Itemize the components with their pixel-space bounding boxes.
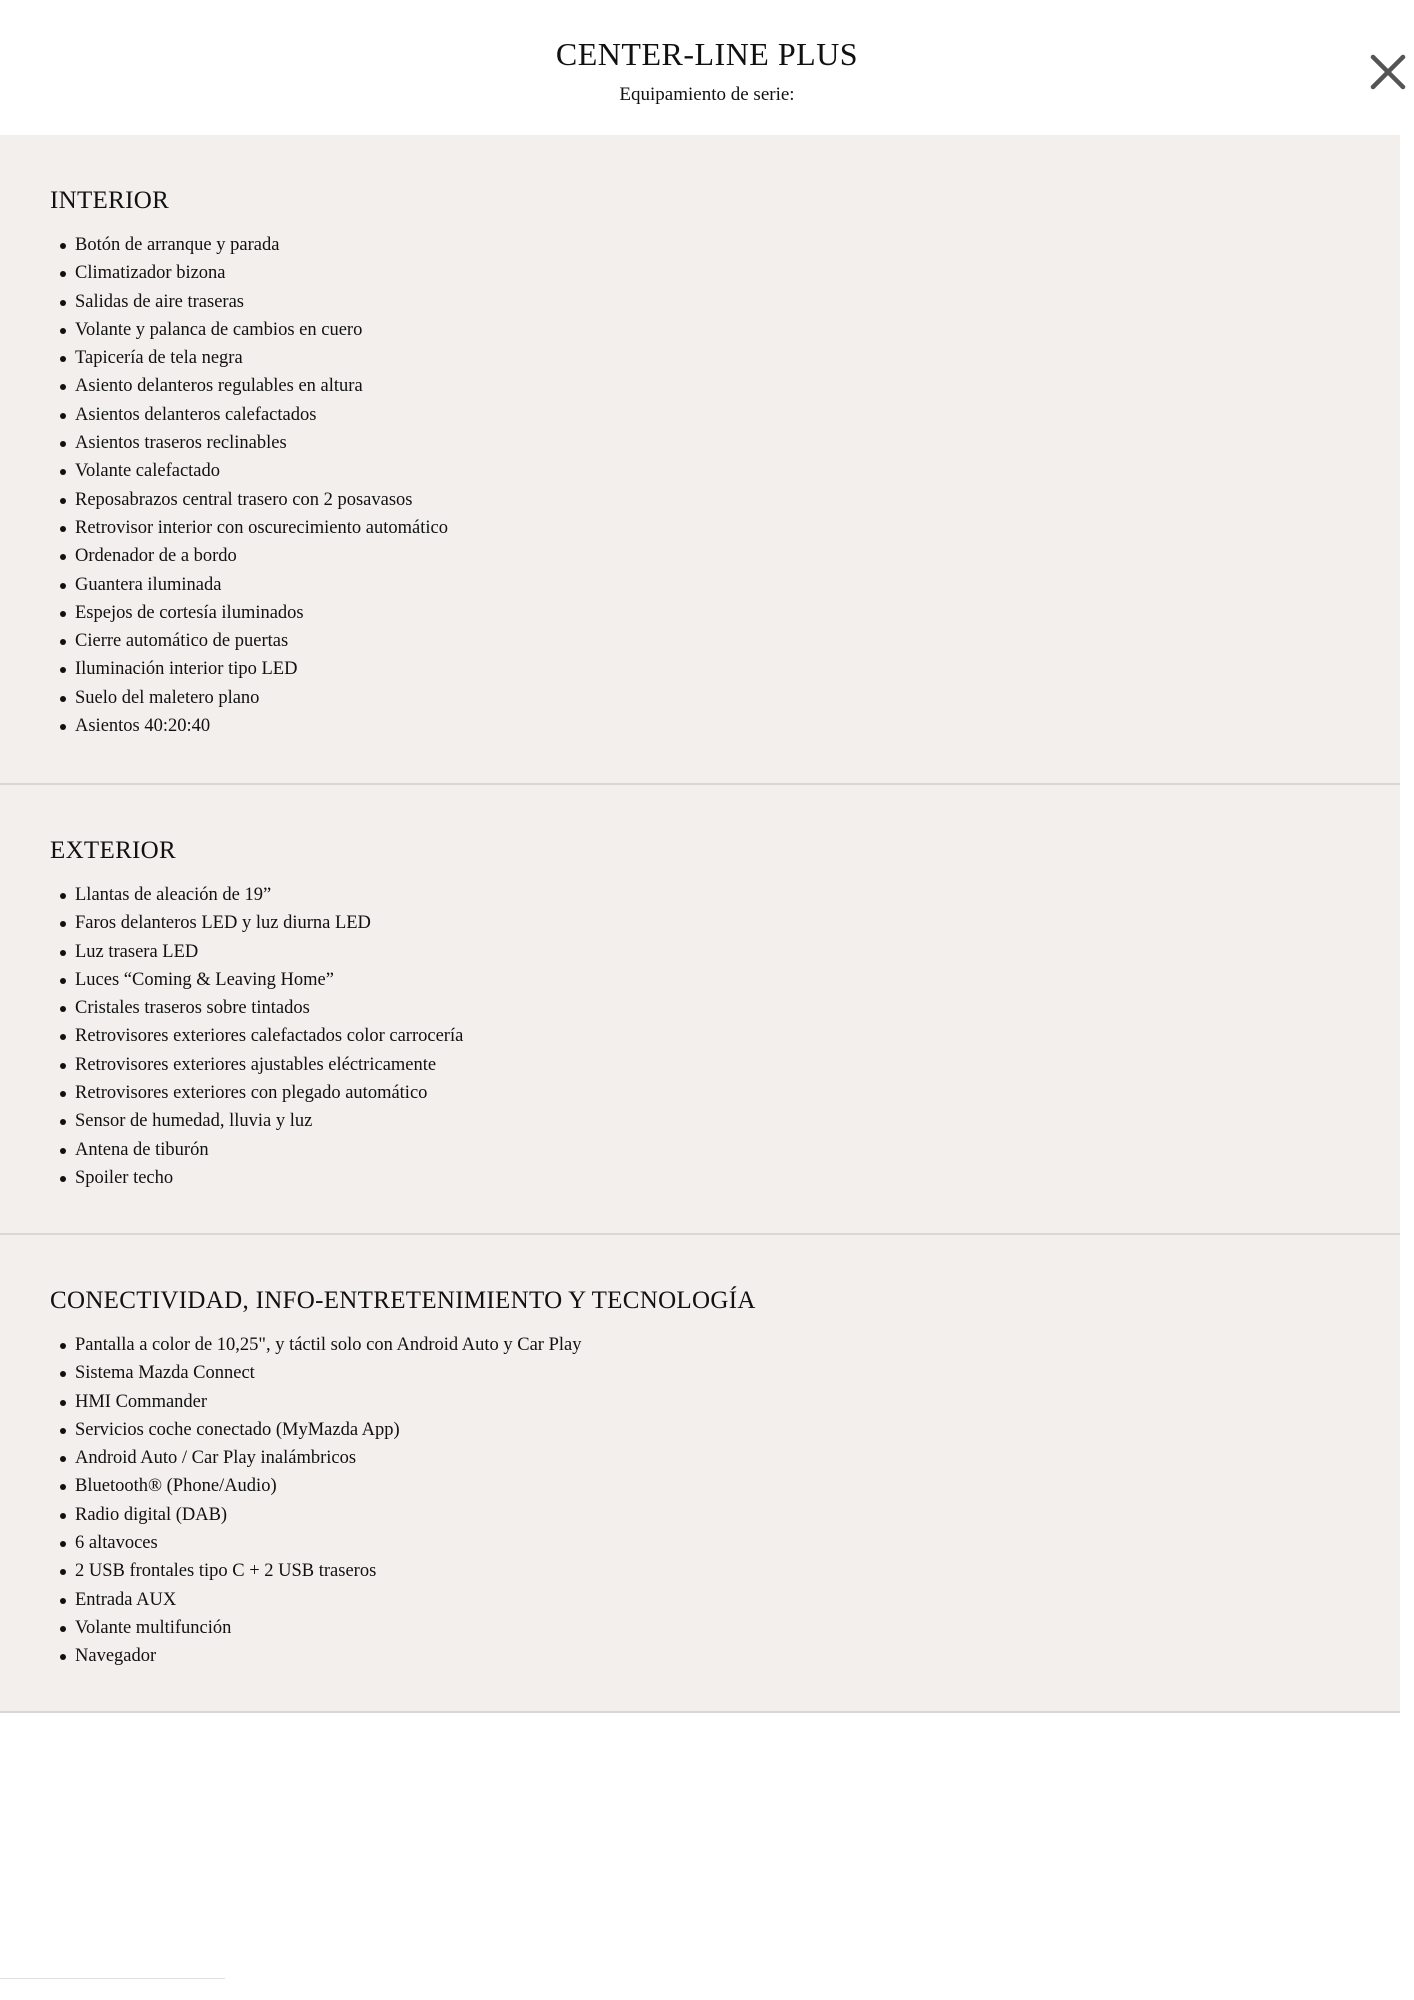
list-item-label: Volante calefactado — [75, 461, 221, 482]
list-item-label: Volante y palanca de cambios en cuero — [75, 319, 363, 340]
bullet-icon — [60, 1569, 66, 1575]
list-item-label: Servicios coche conectado (MyMazda App) — [75, 1419, 400, 1440]
close-button[interactable] — [1366, 50, 1410, 94]
list-item-label: Climatizador bizona — [75, 263, 226, 284]
list-item-label: Ordenador de a bordo — [75, 546, 237, 567]
bullet-icon — [60, 1484, 66, 1490]
list-item — [75, 1051, 463, 1079]
list-item-label: Entrada AUX — [75, 1589, 177, 1610]
list-item-label: Bluetooth® (Phone/Audio) — [75, 1476, 277, 1497]
list-item-label: Sistema Mazda Connect — [75, 1363, 255, 1384]
list-item — [75, 1557, 581, 1585]
feature-list-exterior — [75, 881, 463, 1192]
bullet-icon — [60, 1371, 66, 1377]
list-item — [75, 401, 448, 429]
list-item — [75, 288, 448, 316]
list-item-label: Luces “Coming & Leaving Home” — [75, 969, 334, 990]
bullet-icon — [60, 413, 66, 419]
list-item-label: Llantas de aleación de 19” — [75, 885, 272, 905]
list-item-label: Iluminación interior tipo LED — [75, 659, 298, 680]
bullet-icon — [60, 554, 66, 560]
list-item-label: Botón de arranque y parada — [75, 235, 280, 255]
list-item — [75, 1642, 581, 1670]
list-item — [75, 1529, 581, 1557]
page-subtitle: Equipamiento de serie: — [619, 84, 795, 105]
bullet-icon — [60, 696, 66, 702]
bullet-icon — [60, 1006, 66, 1012]
bullet-icon — [60, 893, 66, 899]
bullet-icon — [60, 1626, 66, 1632]
feature-list-connectivity — [75, 1331, 581, 1671]
list-item-label: Sensor de humedad, lluvia y luz — [75, 1111, 313, 1132]
bullet-icon — [60, 1428, 66, 1434]
bullet-icon — [60, 1598, 66, 1604]
bullet-icon — [60, 300, 66, 306]
bullet-icon — [60, 469, 66, 475]
list-item-label: HMI Commander — [75, 1391, 208, 1412]
bullet-icon — [60, 1400, 66, 1406]
list-item-label: Guantera iluminada — [75, 574, 222, 595]
section-title-exterior: EXTERIOR — [50, 837, 176, 864]
list-item — [75, 344, 448, 372]
list-item-label: Cristales traseros sobre tintados — [75, 998, 310, 1019]
bullet-icon — [60, 639, 66, 645]
section-title-interior: INTERIOR — [50, 187, 170, 214]
bullet-icon — [60, 1148, 66, 1154]
list-item-label: Volante multifunción — [75, 1617, 232, 1638]
list-item — [75, 316, 448, 344]
bullet-icon — [60, 1034, 66, 1040]
list-item-label: 6 altavoces — [75, 1533, 158, 1554]
list-item — [75, 1472, 581, 1500]
list-item-label: Asiento delanteros regulables en altura — [75, 376, 363, 397]
section-connectivity — [0, 1235, 1400, 1713]
list-item-label: Luz trasera LED — [75, 941, 199, 962]
list-item — [75, 1388, 581, 1416]
list-item-label: Navegador — [75, 1646, 157, 1667]
list-item — [75, 486, 448, 514]
close-icon — [1366, 50, 1410, 94]
list-item — [75, 1079, 463, 1107]
list-item-label: Reposabrazos central trasero con 2 posavasos — [75, 489, 413, 510]
bullet-icon — [60, 1513, 66, 1519]
bullet-icon — [60, 1541, 66, 1547]
list-item — [75, 542, 448, 570]
list-item — [75, 712, 448, 740]
list-item — [75, 259, 448, 287]
bullet-icon — [60, 526, 66, 532]
bullet-icon — [60, 1654, 66, 1660]
list-item-label: Android Auto / Car Play inalámbricos — [75, 1448, 357, 1469]
list-item — [75, 909, 463, 937]
page-title: CENTER-LINE PLUS — [555, 36, 859, 72]
list-item-label: Espejos de cortesía iluminados — [75, 602, 304, 623]
list-item-label: Radio digital (DAB) — [75, 1504, 228, 1525]
list-item — [75, 1022, 463, 1050]
bullet-icon — [60, 1176, 66, 1182]
list-item-label: Retrovisor interior con oscurecimiento automático — [75, 517, 448, 538]
bullet-icon — [60, 271, 66, 277]
list-item — [75, 429, 448, 457]
list-item — [75, 599, 448, 627]
bullet-icon — [60, 328, 66, 334]
list-item — [75, 1586, 581, 1614]
list-item — [75, 1444, 581, 1472]
list-item-label: 2 USB frontales tipo C + 2 USB traseros — [75, 1561, 377, 1582]
feature-list-interior — [75, 231, 448, 740]
list-item — [75, 571, 448, 599]
list-item-label: Suelo del maletero plano — [75, 687, 260, 708]
bullet-icon — [60, 921, 66, 927]
list-item-label: Asientos traseros reclinables — [75, 433, 287, 454]
list-item-label: Salidas de aire traseras — [75, 291, 244, 312]
section-title-connectivity: CONECTIVIDAD, INFO-ENTRETENIMIENTO Y TECNOLOGÍA — [50, 1287, 756, 1314]
list-item — [75, 966, 463, 994]
list-item — [75, 994, 463, 1022]
list-item-label: Asientos delanteros calefactados — [75, 404, 317, 425]
list-item — [75, 1136, 463, 1164]
bullet-icon — [60, 498, 66, 504]
list-item — [75, 372, 448, 400]
list-item-label: Cierre automático de puertas — [75, 631, 289, 652]
bullet-icon — [60, 1091, 66, 1097]
bullet-icon — [60, 1119, 66, 1125]
blank-area — [0, 1713, 1400, 2000]
bullet-icon — [60, 978, 66, 984]
list-item — [75, 1331, 581, 1359]
list-item — [75, 684, 448, 712]
list-item — [75, 1107, 463, 1135]
list-item — [75, 627, 448, 655]
list-item-label: Tapicería de tela negra — [75, 348, 243, 369]
list-item — [75, 514, 448, 542]
section-interior — [0, 135, 1400, 785]
divider — [0, 1978, 225, 1979]
list-item — [75, 1359, 581, 1387]
bullet-icon — [60, 1456, 66, 1462]
section-exterior — [0, 785, 1400, 1235]
bullet-icon — [60, 611, 66, 617]
bullet-icon — [60, 356, 66, 362]
list-item — [75, 1614, 581, 1642]
bullet-icon — [60, 384, 66, 390]
list-item — [75, 457, 448, 485]
list-item-label: Antena de tiburón — [75, 1139, 209, 1160]
list-item — [75, 655, 448, 683]
bullet-icon — [60, 441, 66, 447]
list-item — [75, 1501, 581, 1529]
list-item — [75, 1164, 463, 1192]
list-item-label: Pantalla a color de 10,25", y táctil solo con Android Auto y Car Play — [75, 1335, 582, 1355]
list-item-label: Retrovisores exteriores ajustables eléctricamente — [75, 1054, 437, 1075]
list-item-label: Asientos 40:20:40 — [75, 716, 211, 737]
bullet-icon — [60, 950, 66, 956]
bullet-icon — [60, 724, 66, 730]
list-item-label: Retrovisores exteriores con plegado automático — [75, 1083, 428, 1104]
list-item — [75, 1416, 581, 1444]
list-item — [75, 881, 463, 909]
bullet-icon — [60, 1063, 66, 1069]
list-item-label: Spoiler techo — [75, 1167, 174, 1188]
modal-header — [0, 0, 1414, 135]
bullet-icon — [60, 583, 66, 589]
bullet-icon — [60, 667, 66, 673]
list-item-label: Faros delanteros LED y luz diurna LED — [75, 913, 371, 934]
list-item — [75, 231, 448, 259]
list-item — [75, 938, 463, 966]
list-item-label: Retrovisores exteriores calefactados color carrocería — [75, 1026, 464, 1047]
bullet-icon — [60, 1343, 66, 1349]
bullet-icon — [60, 243, 66, 249]
